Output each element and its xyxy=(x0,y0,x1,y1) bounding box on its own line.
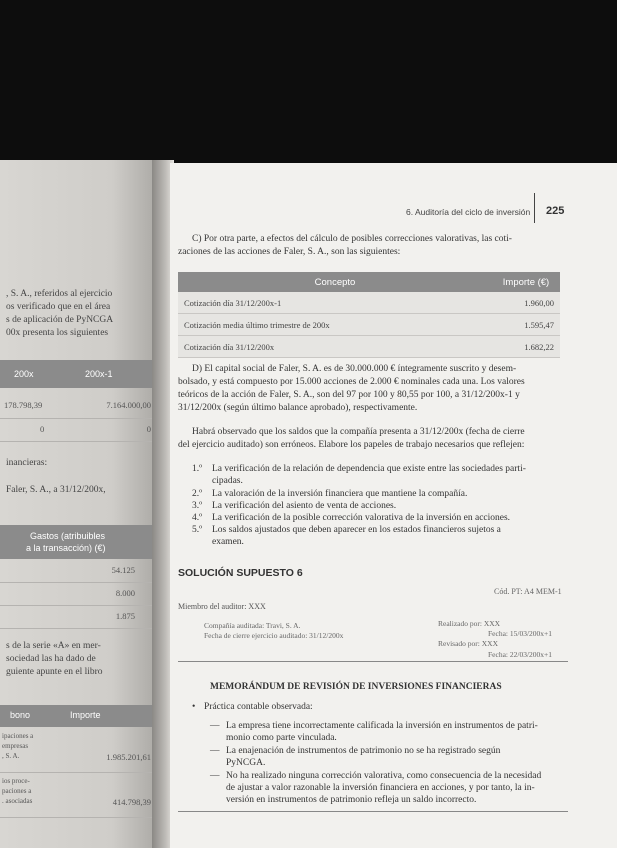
cod-pt: Cód. PT: A4 MEM-1 xyxy=(494,587,562,596)
left-text-line: Faler, S. A., a 31/12/200x, xyxy=(6,485,106,495)
left-table2-cell: 54.125 xyxy=(111,565,135,575)
table-row xyxy=(178,336,560,358)
left-table1-row xyxy=(0,419,155,442)
left-table3-label: , S. A. xyxy=(2,752,20,760)
table-cell-concepto: Cotización media último trimestre de 200x xyxy=(178,314,492,336)
running-header: 6. Auditoría del ciclo de inversión xyxy=(406,207,531,217)
dash-text: PyNCGA. xyxy=(226,758,266,768)
left-table1-header xyxy=(0,360,155,388)
dash-icon: — xyxy=(210,721,220,731)
left-table3-header xyxy=(0,705,155,727)
dash-text: de ajustar a valor razonable la inversión financiera en acciones, y por tanto, la in- xyxy=(226,783,535,793)
para-c-line: zaciones de las acciones de Faler, S. A., son las siguientes: xyxy=(178,247,401,257)
company-line: Compañía auditada: Travi, S. A. xyxy=(204,621,301,630)
auditor-line: Miembro del auditor: XXX xyxy=(178,602,266,611)
left-table3-col: Importe xyxy=(70,710,101,720)
right-page xyxy=(170,163,617,848)
dash-text: La empresa tiene incorrectamente calificada la inversión en instrumentos de patri- xyxy=(226,721,538,731)
left-text-line: , S. A., referidos al ejercicio xyxy=(6,289,113,299)
table-header-importe: Importe (€) xyxy=(492,272,560,292)
header-divider xyxy=(534,193,535,223)
revisado-line: Revisado por: XXX xyxy=(438,639,498,648)
left-table2-col: a la transacción) (€) xyxy=(26,543,106,553)
left-text-line: guiente apunte en el libro xyxy=(6,667,103,677)
dash-text: monio como parte vinculada. xyxy=(226,733,337,743)
table-cell-concepto: Cotización día 31/12/200x xyxy=(178,336,492,358)
left-table3-label: empresas xyxy=(2,742,29,750)
left-table2-header xyxy=(0,525,155,559)
table-cell-importe: 1.960,00 xyxy=(492,292,560,314)
solution-title: SOLUCIÓN SUPUESTO 6 xyxy=(178,567,303,579)
dash-text: No ha realizado ninguna corrección valorativa, como consecuencia de la necesidad xyxy=(226,771,542,781)
list-item-text: La verificación del asiento de venta de acciones. xyxy=(212,501,397,511)
left-table2-row xyxy=(0,583,155,606)
left-table2-cell: 1.875 xyxy=(115,611,135,621)
left-table2-row xyxy=(0,560,155,583)
cotizaciones-table xyxy=(178,272,560,358)
list-item-text: Los saldos ajustados que deben aparecer en los estados financieros sujetos a xyxy=(212,525,501,535)
table-row xyxy=(178,292,560,314)
left-table3-label: ios proce- xyxy=(2,777,30,785)
list-item-text: La valoración de la inversión financiera que mantiene la compañía. xyxy=(212,489,468,499)
para-saldos-line: del ejercicio auditado) son erróneos. Elabore los papeles de trabajo necesarios que reflejen: xyxy=(178,440,525,450)
list-item-text: La verificación de la relación de dependencia que existe entre las sociedades parti- xyxy=(212,464,526,474)
practica-label: Práctica contable observada: xyxy=(204,702,313,712)
para-c-line: C) Por otra parte, a efectos del cálculo de posibles correcciones valorativas, las coti- xyxy=(192,234,512,244)
fecha1-line: Fecha: 15/03/200x+1 xyxy=(488,629,553,638)
realizado-line: Realizado por: XXX xyxy=(438,619,501,628)
section-divider xyxy=(178,811,568,812)
memo-title: MEMORÁNDUM DE REVISIÓN DE INVERSIONES FINANCIERAS xyxy=(210,682,502,692)
left-table3-row xyxy=(0,773,155,818)
left-text-line: sociedad las ha dado de xyxy=(6,654,96,664)
list-item-text: examen. xyxy=(212,537,244,547)
dash-text: versión en instrumentos de patrimonio refleja un saldo incorrecto. xyxy=(226,795,477,805)
left-table3-label: . asociadas xyxy=(2,797,33,805)
list-item-number: 5.º xyxy=(192,525,203,535)
left-table2-row xyxy=(0,606,155,629)
left-table3-label: ipaciones a xyxy=(2,732,34,740)
left-text-line: inancieras: xyxy=(6,458,48,468)
left-table2-col: Gastos (atribuibles xyxy=(30,531,106,541)
para-d-line: teóricos de la acción de Faler, S. A., son del 97 por 100 y 80,55 por 100, a 31/12/200x-1 y xyxy=(178,390,520,400)
dash-icon: — xyxy=(210,771,220,781)
left-table3-value: 1.985.201,61 xyxy=(106,752,151,762)
para-saldos-line: Habrá observado que los saldos que la compañía presenta a 31/12/200x (fecha de cierre xyxy=(192,427,525,437)
dash-text: La enajenación de instrumentos de patrimonio no se ha registrado según xyxy=(226,746,501,756)
bullet-icon: • xyxy=(192,702,196,712)
left-text-line: s de la serie «A» en mer- xyxy=(6,641,101,651)
list-item-number: 1.º xyxy=(192,464,203,474)
left-table3-value: 414.798,39 xyxy=(112,797,151,807)
dash-icon: — xyxy=(210,746,220,756)
fecha-cierre-line: Fecha de cierre ejercicio auditado: 31/12/200x xyxy=(204,631,344,640)
left-table1-row xyxy=(0,390,155,419)
left-table3-label: paciones a xyxy=(2,787,32,795)
left-text-line: os verificado que en el área xyxy=(6,302,111,312)
left-table3-row xyxy=(0,728,155,773)
para-d-line: bolsado, y está compuesto por 15.000 acciones de 2.000 € nominales cada una. Los valores xyxy=(178,377,525,387)
para-d-line: D) El capital social de Faler, S. A. es de 30.000.000 € íntegramente suscrito y desem- xyxy=(192,364,517,374)
list-item-text: La verificación de la posible corrección valorativa de la inversión en acciones. xyxy=(212,513,511,523)
left-text-line: s de aplicación de PyNCGA xyxy=(6,315,114,325)
left-table1-cell: 0 xyxy=(146,424,151,434)
fecha2-line: Fecha: 22/03/200x+1 xyxy=(488,650,553,659)
left-table3-col: bono xyxy=(10,710,31,720)
para-d-line: 31/12/200x (según último balance aprobado), respectivamente. xyxy=(178,403,418,413)
section-divider xyxy=(178,661,568,662)
left-table1-cell: 0 xyxy=(40,424,45,434)
list-item-number: 2.º xyxy=(192,489,203,499)
table-header-concepto: Concepto xyxy=(178,272,492,292)
left-table2-cell: 8.000 xyxy=(115,588,135,598)
dark-background xyxy=(0,0,617,170)
table-header-row xyxy=(178,272,560,292)
left-table1-cell: 178.798,39 xyxy=(4,400,43,410)
left-table1-col: 200x xyxy=(14,369,34,379)
table-cell-concepto: Cotización día 31/12/200x-1 xyxy=(178,292,492,314)
left-table1-cell: 7.164.000,00 xyxy=(106,400,151,410)
list-item-text: cipadas. xyxy=(212,476,243,486)
table-cell-importe: 1.682,22 xyxy=(492,336,560,358)
left-page xyxy=(0,160,160,848)
table-cell-importe: 1.595,47 xyxy=(492,314,560,336)
list-item-number: 4.º xyxy=(192,513,203,523)
list-item-number: 3.º xyxy=(192,501,203,511)
table-row xyxy=(178,314,560,336)
left-table1-col: 200x-1 xyxy=(85,369,113,379)
page-number: 225 xyxy=(546,205,565,217)
left-text-line: 00x presenta los siguientes xyxy=(6,328,109,338)
